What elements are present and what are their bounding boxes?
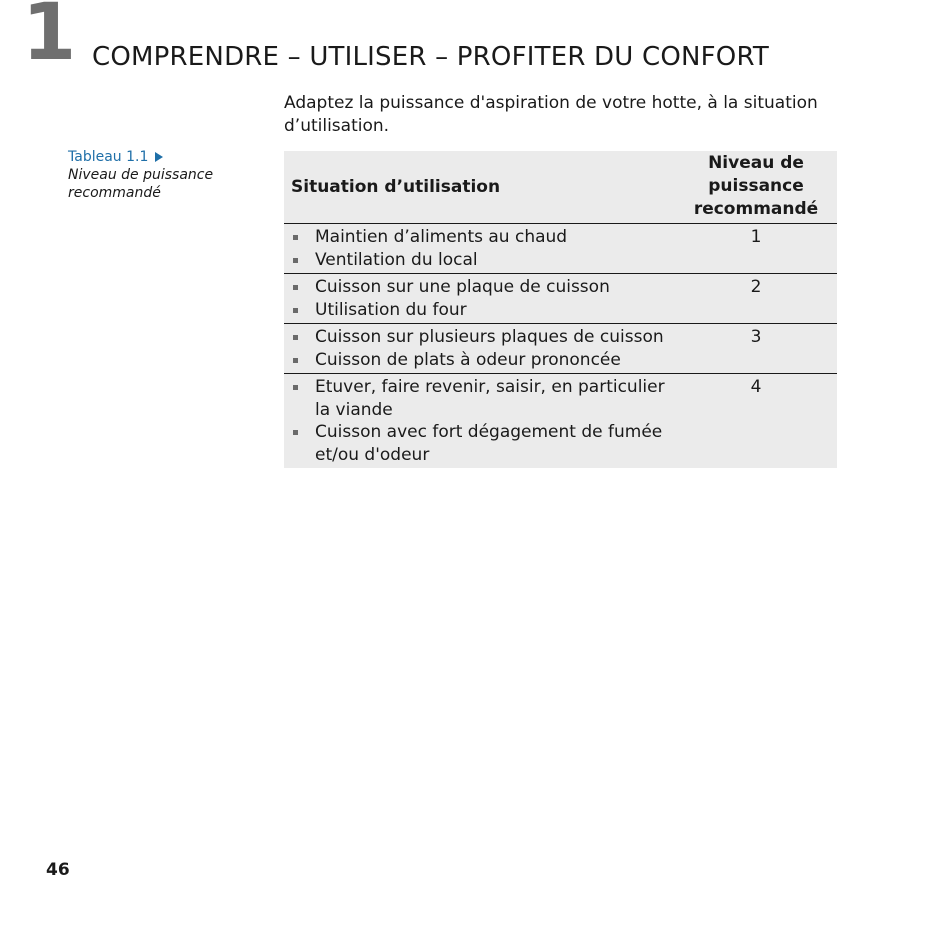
table-caption-text: Niveau de puissance recommandé: [68, 167, 214, 201]
table-row: [284, 374, 837, 468]
level-cell: 3: [750, 327, 762, 347]
level-cell: 4: [750, 377, 762, 397]
square-bullet-icon: [284, 349, 315, 372]
situation-cell: [284, 274, 675, 323]
square-bullet-icon: [284, 376, 315, 421]
chapter-number: 1: [22, 0, 77, 78]
table-row: [284, 224, 837, 274]
square-bullet-icon: [284, 326, 315, 349]
situation-cell: [284, 324, 675, 373]
arrow-right-icon: [155, 152, 163, 162]
list-item: Maintien d’aliments au chaud: [284, 226, 675, 249]
square-bullet-icon: [284, 249, 315, 272]
table-reference: [68, 148, 248, 166]
level-cell: 2: [750, 277, 762, 297]
list-item: Utilisation du four: [284, 299, 675, 322]
power-level-table: [284, 151, 837, 468]
chapter-title: COMPRENDRE – UTILISER – PROFITER DU CONFORT: [92, 42, 769, 72]
list-item: Cuisson de plats à odeur prononcée: [284, 349, 675, 372]
header-situation: Situation d’utilisation: [291, 177, 501, 197]
list-item: Etuver, faire revenir, saisir, en particulier la viande: [284, 376, 675, 421]
square-bullet-icon: [284, 421, 315, 466]
level-cell: 1: [750, 227, 762, 247]
square-bullet-icon: [284, 276, 315, 299]
table-reference-label: Tableau 1.1: [68, 149, 149, 165]
list-item: Ventilation du local: [284, 249, 675, 272]
square-bullet-icon: [284, 299, 315, 322]
header-level: Niveau de puissance recommandé: [693, 153, 819, 219]
square-bullet-icon: [284, 226, 315, 249]
table-caption: [68, 148, 248, 202]
page-number: 46: [46, 860, 70, 880]
situation-cell: [284, 224, 675, 273]
list-item: Cuisson sur plusieurs plaques de cuisson: [284, 326, 675, 349]
situation-cell: [284, 374, 675, 468]
list-item: Cuisson sur une plaque de cuisson: [284, 276, 675, 299]
intro-paragraph: Adaptez la puissance d'aspiration de votre hotte, à la situation d’utilisation.: [284, 93, 818, 136]
table-row: [284, 274, 837, 324]
table-row: [284, 324, 837, 374]
list-item: Cuisson avec fort dégagement de fumée et/ou d'odeur: [284, 421, 675, 466]
table-header: [284, 151, 837, 224]
